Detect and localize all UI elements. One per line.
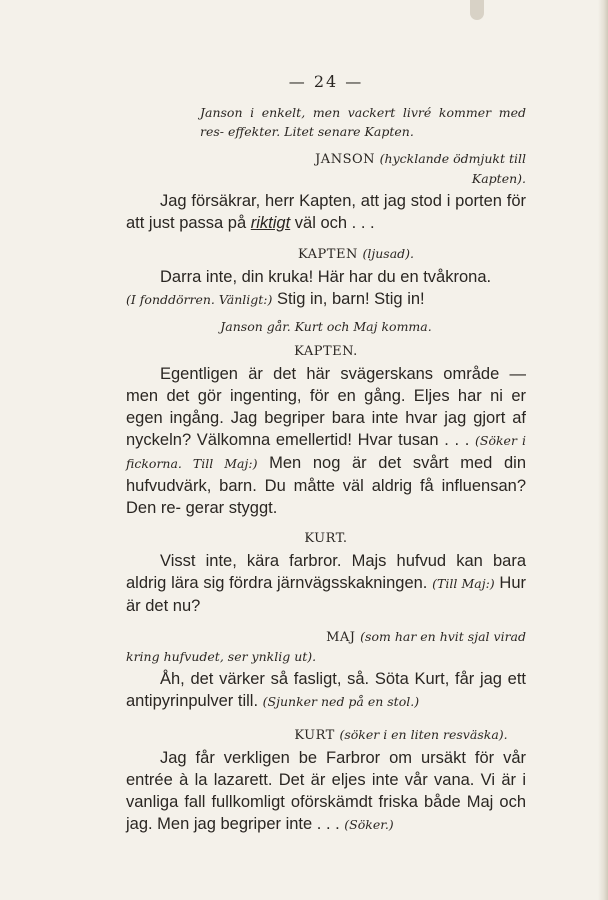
speech xyxy=(126,747,526,836)
speaker-direction-cont: kring hufvudet, ser ynklig ut). xyxy=(126,649,317,664)
speech-text: Stig in, barn! Stig in! xyxy=(276,290,425,308)
speaker-name: KAPTEN. xyxy=(294,344,358,359)
speech xyxy=(126,190,526,234)
speech-text: Visst inte, kära farbror. Majs hufvud kan bara aldrig lära sig fördra järnvägsskakningen. xyxy=(126,552,526,592)
speaker-block xyxy=(126,627,526,666)
speech xyxy=(126,668,526,713)
speaker-direction: (hycklande ödmjukt till xyxy=(379,151,526,166)
speaker-block xyxy=(126,149,526,188)
stage-direction-inline: (Till Maj:) xyxy=(432,576,495,591)
play-text xyxy=(126,72,526,836)
speech-text: Darra inte, din kruka! Här har du en tvåkrona. xyxy=(160,268,492,286)
speaker-label: MAJ xyxy=(326,630,356,645)
speaker-label: KURT xyxy=(294,728,335,743)
stage-direction-inline: (Söker.) xyxy=(344,817,394,832)
speaker-direction: (söker i en liten resväska). xyxy=(339,727,508,742)
speaker-label: KAPTEN xyxy=(297,247,358,262)
stage-direction-inline: (Söker i fickorna. Till Maj:) xyxy=(126,433,526,471)
speaker-name xyxy=(126,244,526,264)
speech xyxy=(126,550,526,617)
speaker-name xyxy=(126,149,526,169)
speaker-direction: (som har en hvit sjal virad xyxy=(360,629,526,644)
speech xyxy=(126,288,526,311)
speech-text: Hur är det nu? xyxy=(126,574,526,615)
speaker-direction: (ljusad). xyxy=(362,246,415,261)
speech xyxy=(126,266,526,288)
speaker-label: JANSON xyxy=(315,152,376,167)
speaker-name xyxy=(126,725,526,745)
speech-text: Åh, det värker så fasligt, så. Söta Kurt, får jag ett antipyrinpulver till. xyxy=(126,670,526,710)
speaker-direction-cont: Kapten). xyxy=(471,171,526,186)
page-tab xyxy=(470,0,484,20)
speaker-name: KURT. xyxy=(304,531,348,546)
speaker-name xyxy=(126,627,526,647)
speech-text: Jag försäkrar, herr Kapten, att jag stod i porten för att just passa på xyxy=(126,192,526,232)
stage-direction-inline: (I fonddörren. Vänligt:) xyxy=(126,292,273,307)
page-number: — 24 — xyxy=(288,72,364,91)
speech-emphasis: riktigt xyxy=(250,214,291,232)
speech xyxy=(126,363,526,519)
stage-direction-inline: (Sjunker ned på en stol.) xyxy=(262,694,420,709)
speech-text: Jag får verkligen be Farbror om ursäkt för vår entrée à la lazarett. Det är eljes inte vår vana. Vi är i vanliga fall fullkomligt oförskämdt friska både Maj och jag. Men jag begriper inte . . . xyxy=(126,749,526,833)
stage-direction: Janson i enkelt, men vackert livré kommer med res- effekter. Litet senare Kapten. xyxy=(200,105,526,139)
speech-text: väl och . . . xyxy=(294,214,375,232)
speech-text: Egentligen är det här svägerskans område — men det gör ingenting, för en gång. Eljes har ni er egen ingång. Jag begriper bara inte hvar jag gjort af nyckeln? Välkomna emellertid! Hvar tusan . . . xyxy=(126,365,526,449)
speech-text: Men nog är det svårt med din hufvudvärk, barn. Du måtte väl aldrig få influensan? Den re- gerar styggt. xyxy=(126,454,526,517)
page-edge xyxy=(598,0,608,900)
stage-direction: Janson går. Kurt och Maj komma. xyxy=(220,319,432,334)
